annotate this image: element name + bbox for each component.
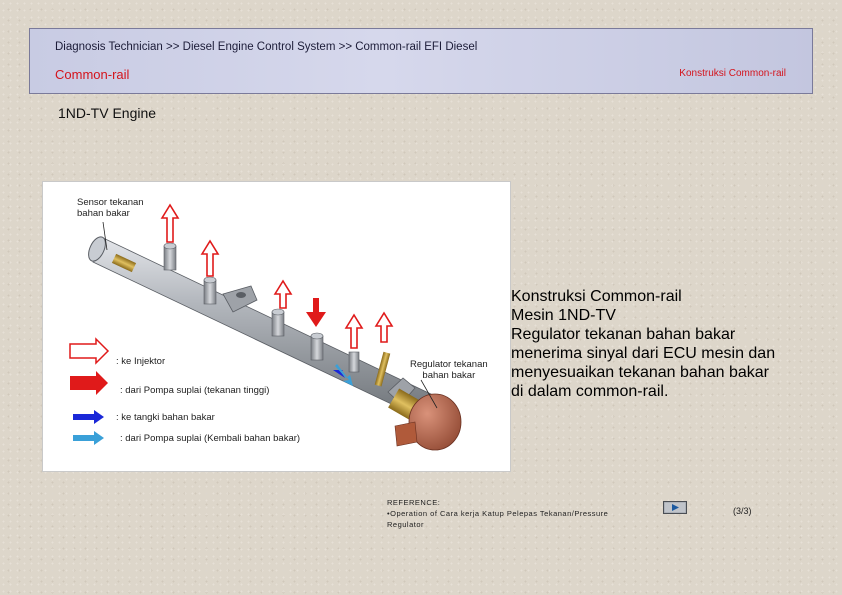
light-blue-arrow-icon [73,431,104,445]
legend-item: : dari Pompa suplai (tekanan tinggi) [120,385,270,396]
page-indicator: (3/3) [733,506,752,516]
red-arrow-icon [306,298,326,327]
red-arrow-icon [70,371,108,395]
legend-item: : ke tangki bahan bakar [116,412,215,423]
breadcrumb[interactable]: Diagnosis Technician >> Diesel Engine Control System >> Common-rail EFI Diesel [55,41,478,53]
description-text: Konstruksi Common-rail Mesin 1ND-TV Regulator tekanan bahan bakar menerima sinyal dari ECU mesin dan menyesuaikan tekanan bahan bakar di dalam common-rail. [511,288,776,400]
common-rail-illustration [43,182,512,473]
reference-link[interactable]: •Operation of Cara kerja Katup Pelepas Tekanan/Pressure [387,509,609,518]
legend-item: : dari Pompa suplai (Kembali bahan bakar) [120,433,301,444]
injector-outlets [164,243,390,386]
reference-block: REFERENCE: •Operation of Cara kerja Katup Pelepas Tekanan/Pressure Regulator [387,497,637,530]
pressure-regulator [388,388,461,450]
legend-item: : ke Injektor [116,356,166,367]
section-title: Common-rail [55,67,130,82]
legend-arrows [70,339,108,445]
next-button[interactable] [663,501,687,514]
white-arrow-icon [70,339,108,363]
regulator-label: Regulator tekanan bahan bakar [410,359,488,381]
blue-arrow-icon [73,410,104,424]
page-header [29,28,813,94]
section-link[interactable]: Konstruksi Common-rail [679,68,786,79]
common-rail-diagram [42,181,511,472]
engine-title: 1ND-TV Engine [58,105,157,121]
sensor-label: Sensor tekanan bahan bakar [77,197,144,219]
